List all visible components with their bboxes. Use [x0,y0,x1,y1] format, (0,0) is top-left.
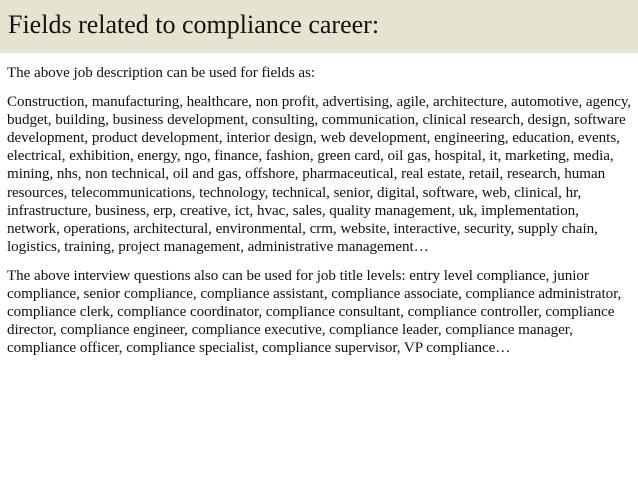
slide-body [7,64,633,357]
fields-list-paragraph: Construction, manufacturing, healthcare, non profit, advertising, agile, architecture, automotive, agency, budget, building, business development, consulting, communication, clinical research, design, software development, product development, interior design, web development, engineering, education, events, electrical, exhibition, energy, ngo, finance, fashion, green card, oil gas, hospital, it, marketing, media, mining, nhs, non technical, oil and gas, offshore, pharmaceutical, real estate, retail, research, human resources, telecommunications, technology, technical, senior, digital, software, web, clinical, hr, infrastructure, business, erp, creative, ict, hvac, sales, quality management, uk, implementation, network, operations, architectural, environmental, crm, website, interactive, security, supply chain, logistics, training, project management, administrative management… [7,94,632,255]
intro-text: The above job description can be used for fields as: [7,65,315,81]
job-titles-paragraph: The above interview questions also can be used for job title levels: entry level compliance, junior compliance, senior compliance, compliance assistant, compliance associate, compliance administrator, compliance clerk, compliance coordinator, compliance consultant, compliance controller, compliance director, compliance engineer, compliance executive, compliance leader, compliance manager, compliance officer, compliance specialist, compliance supervisor, VP compliance… [7,267,622,357]
title-bar [0,0,638,53]
slide-title: Fields related to compliance career: [8,10,380,39]
